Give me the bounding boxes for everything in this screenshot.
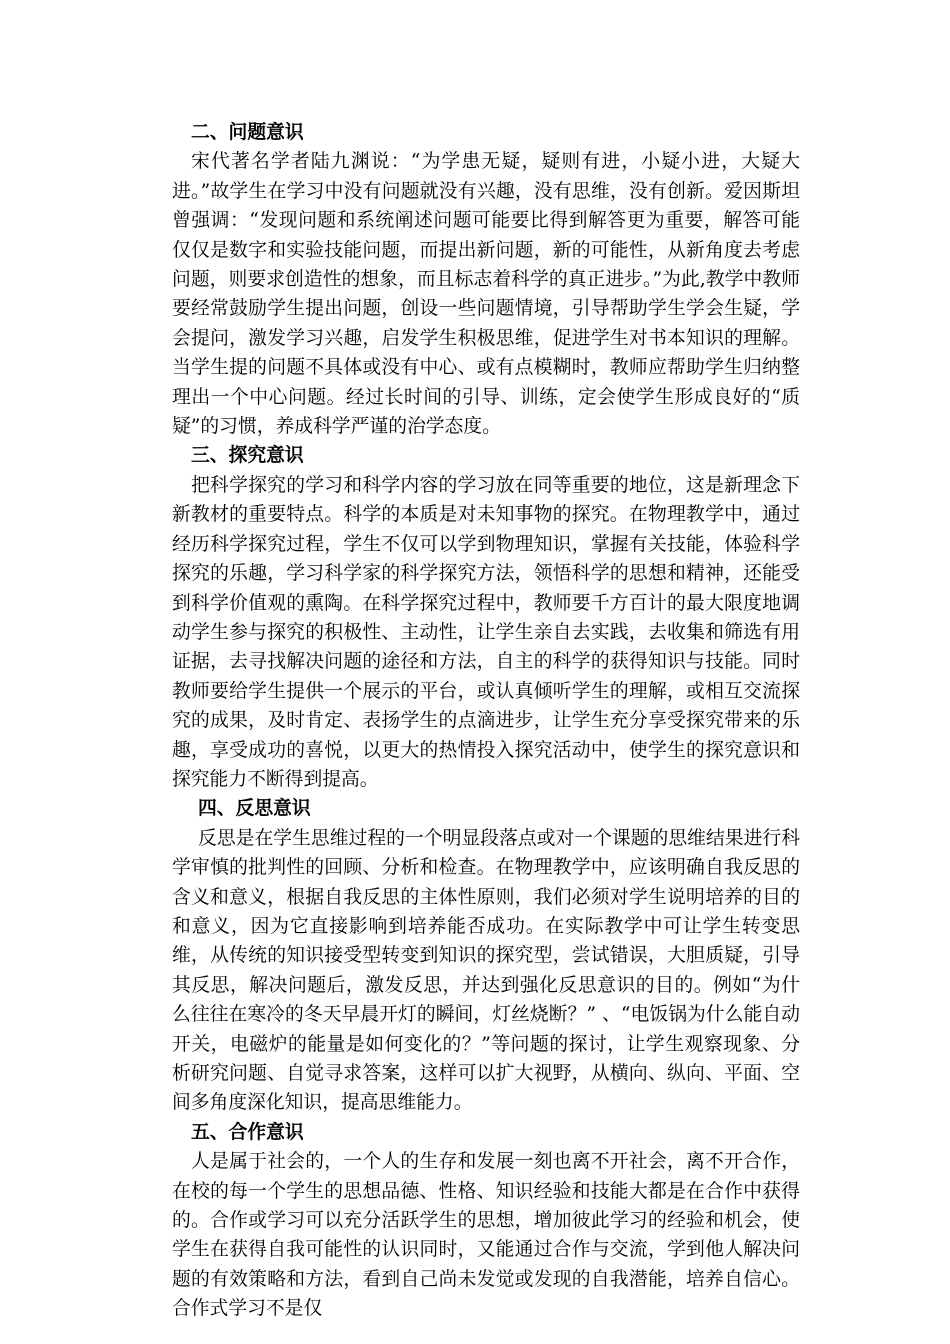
section-body-cooperation-awareness: 人是属于社会的，一个人的生存和发展一刻也离不开社会，离不开合作，在校的每一个学生的思想品德、性格、知识经验和技能大都是在合作中获得的。合作或学习可以充分活跃学生的思想，增加彼此学习的经验和机会，使学生在获得自我可能性的认识同时，又能通过合作与交流，学到他人解决问题的有效策略和方法，看到自己尚未发觉或发现的自我潜能，培养自信心。合作式学习不是仅 (172, 1151, 800, 1320)
section-heading-inquiry-awareness: 三、探究意识 (191, 445, 304, 467)
section-body-problem-awareness: 宋代著名学者陆九渊说：“为学患无疑，疑则有进，小疑小进，大疑大进。”故学生在学习中没有问题就没有兴趣，没有思维，没有创新。爱因斯坦曾强调：“发现问题和系统阐述问题可能要比得到解答更为重要，解答可能仅仅是数字和实验技能问题，而提出新问题，新的可能性，从新角度去考虑问题，则要求创造性的想象，而且标志着科学的真正进步。”为此,教学中教师要经常鼓励学生提出问题，创设一些问题情境，引导帮助学生学会生疑，学会提问，激发学习兴趣，启发学生积极思维，促进学生对书本知识的理解。当学生提的问题不具体或没有中心、或有点模糊时，教师应帮助学生归纳整理出一个中心问题。经过长时间的引导、训练，定会使学生形成良好的“质疑”的习惯，养成科学严谨的治学态度。 (172, 151, 800, 438)
document-page (172, 118, 800, 1324)
section-heading-cooperation-awareness: 五、合作意识 (191, 1121, 304, 1143)
section-heading-reflection-awareness: 四、反思意识 (198, 798, 311, 820)
section-body-inquiry-awareness: 把科学探究的学习和科学内容的学习放在同等重要的地位，这是新理念下新教材的重要特点。科学的本质是对未知事物的探究。在物理教学中，通过经历科学探究过程，学生不仅可以学到物理知识，掌握有关技能，体验科学探究的乐趣，学习科学家的科学探究方法，领悟科学的思想和精神，还能受到科学价值观的熏陶。在科学探究过程中，教师要千方百计的最大限度地调动学生参与探究的积极性、主动性，让学生亲自去实践，去收集和筛选有用证据，去寻找解决问题的途径和方法，自主的科学的获得知识与技能。同时教师要给学生提供一个展示的平台，或认真倾听学生的理解，或相互交流探究的成果，及时肯定、表扬学生的点滴进步，让学生充分享受探究带来的乐趣，享受成功的喜悦，以更大的热情投入探究活动中，使学生的探究意识和探究能力不断得到提高。 (172, 474, 800, 790)
section-body-reflection-awareness: 反思是在学生思维过程的一个明显段落点或对一个课题的思维结果进行科学审慎的批判性的回顾、分析和检查。在物理教学中，应该明确自我反思的含义和意义，根据自我反思的主体性原则，我们必须对学生说明培养的目的和意义，因为它直接影响到培养能否成功。在实际教学中可让学生转变思维，从传统的知识接受型转变到知识的探究型，尝试错误，大胆质疑，引导其反思，解决问题后，激发反思，并达到强化反思意识的目的。例如“为什么往往在寒冷的冬天早晨开灯的瞬间，灯丝烧断？” 、“电饭锅为什么能自动开关，电磁炉的能量是如何变化的？”等问题的探讨，让学生观察现象、分析研究问题、自觉寻求答案，这样可以扩大视野，从横向、纵向、平面、空间多角度深化知识，提高思维能力。 (172, 827, 800, 1114)
section-heading-problem-awareness: 二、问题意识 (191, 122, 304, 143)
